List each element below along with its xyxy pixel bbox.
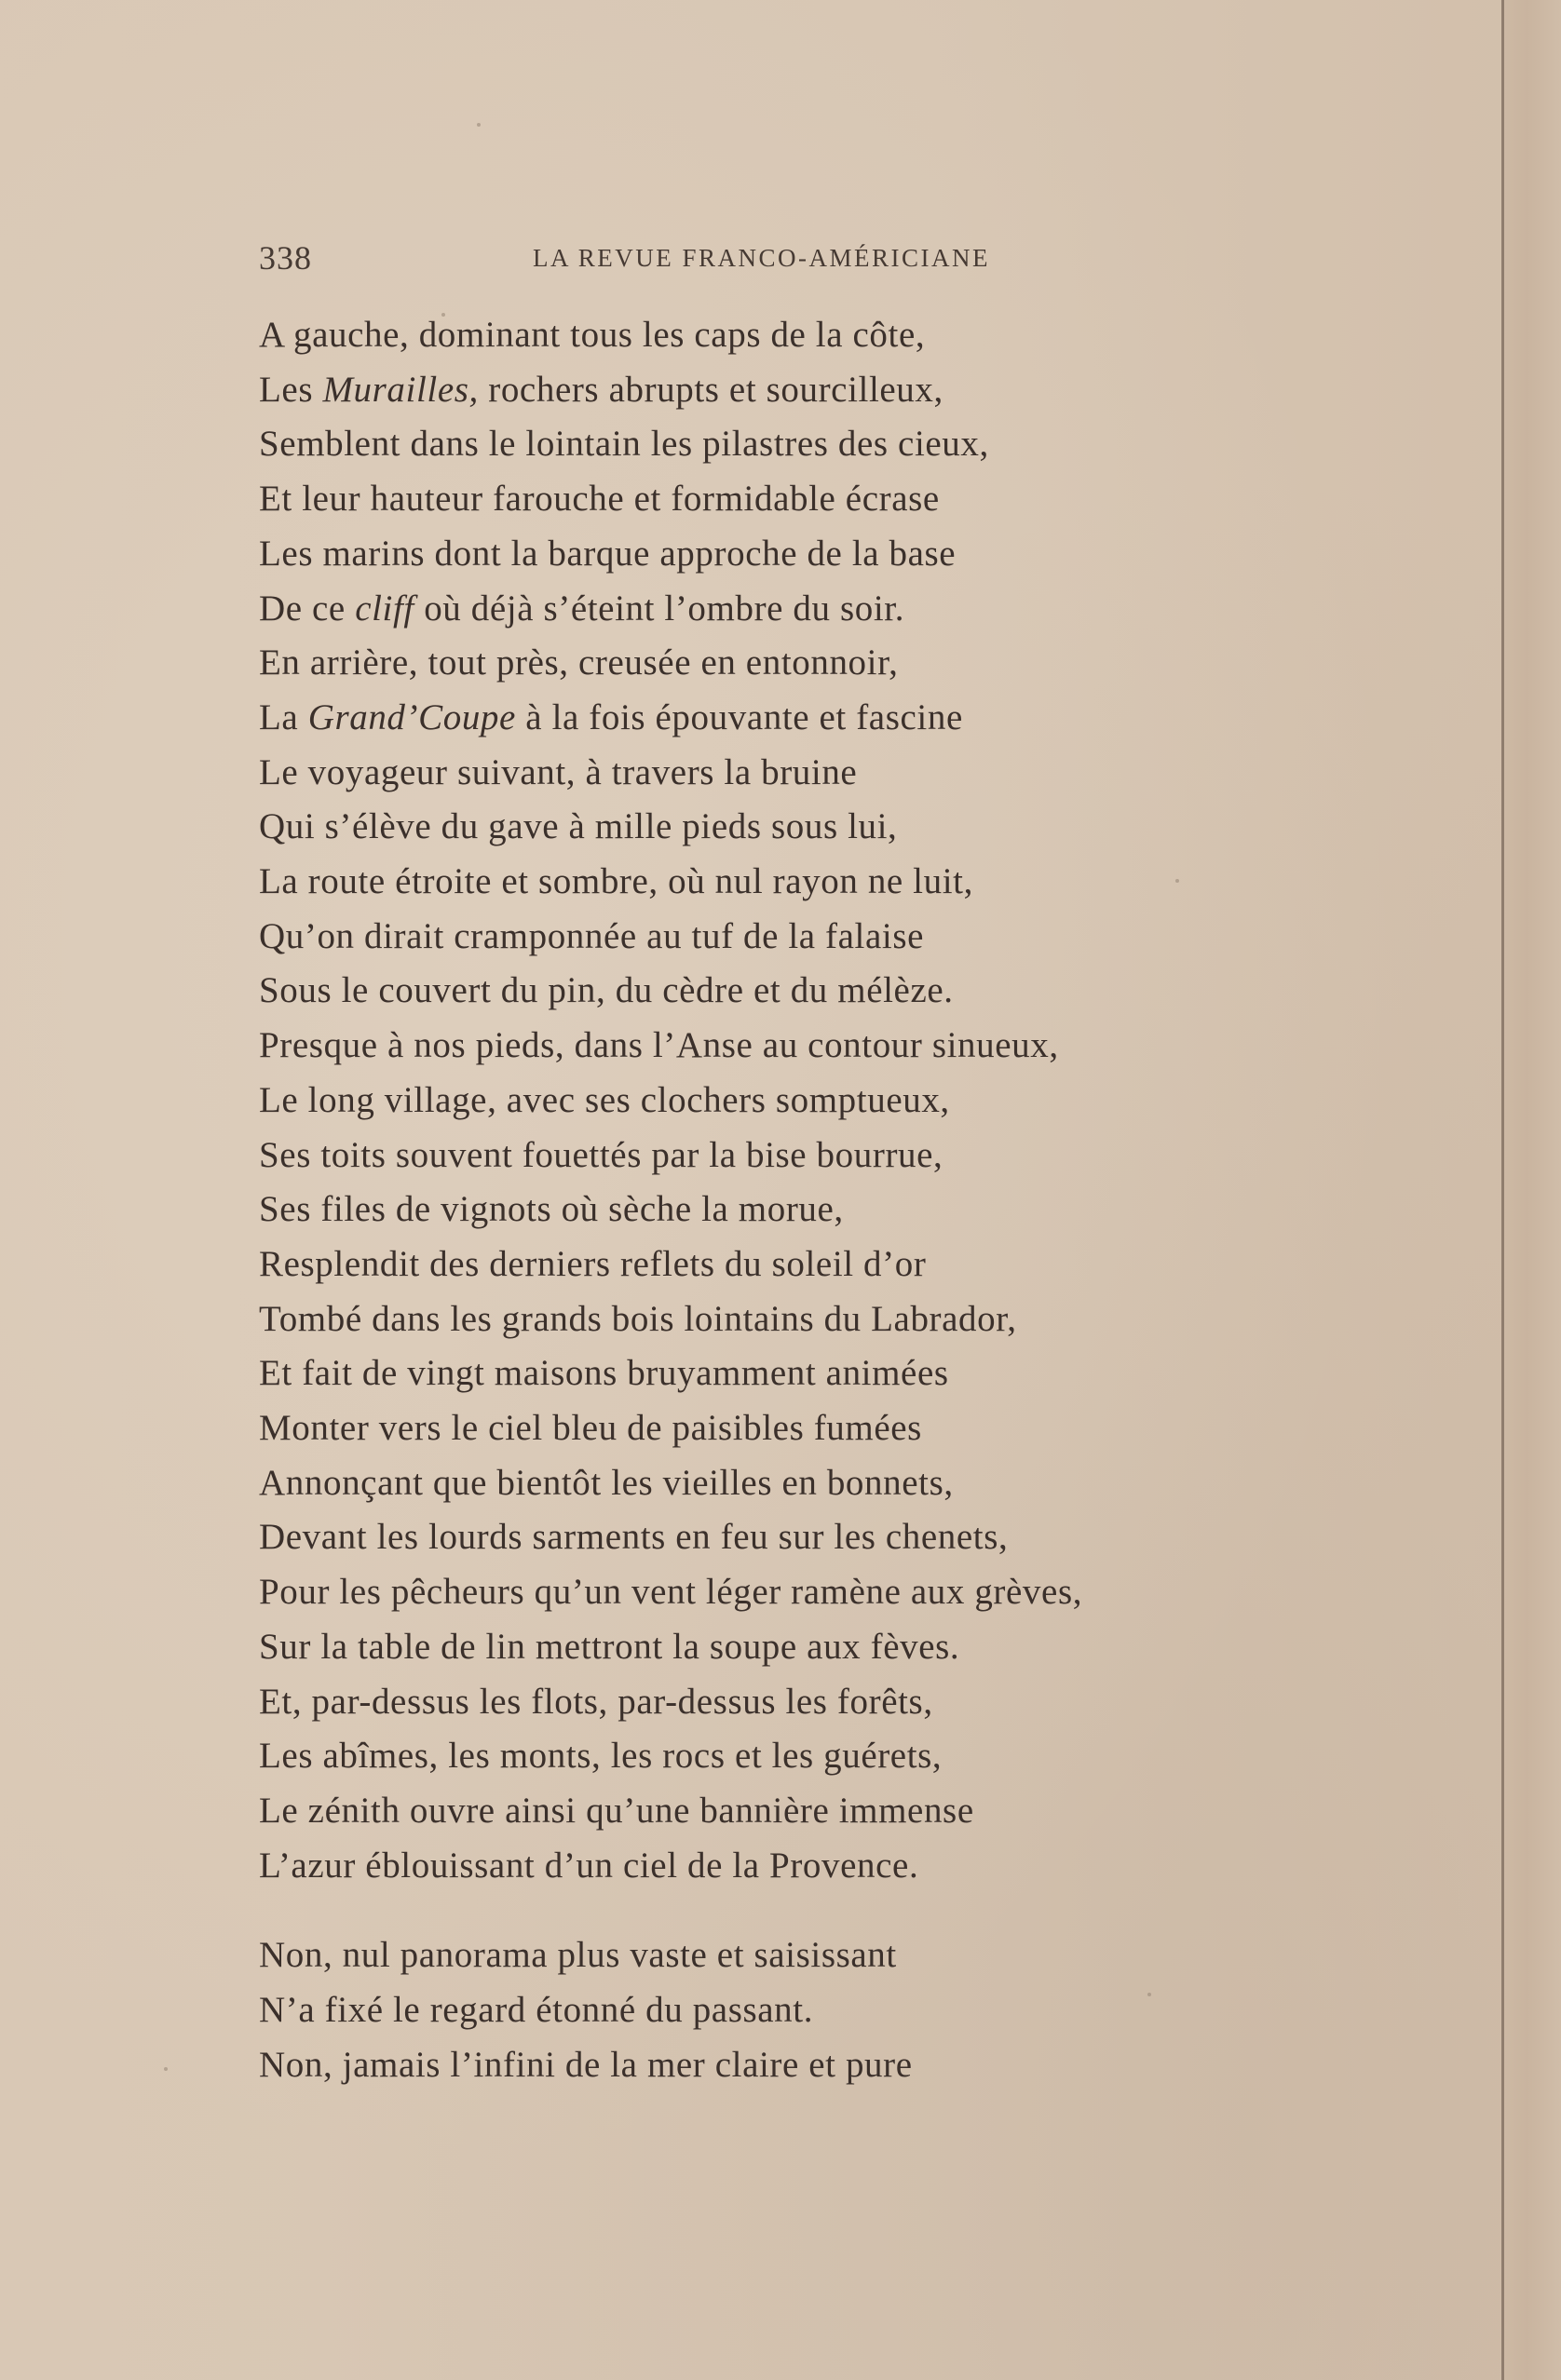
- verse-text: De ce: [259, 588, 356, 629]
- verse-text: rochers abrupts et sourcilleux,: [478, 370, 943, 410]
- verse-line: [259, 1355, 949, 1391]
- verse-line: [259, 1137, 943, 1173]
- verse-text: Et fait de vingt maisons bruyamment animées: [259, 1353, 949, 1393]
- verse-line: [259, 480, 940, 517]
- verse-line: [259, 1792, 974, 1829]
- verse-line: [259, 1684, 933, 1720]
- verse-text: Sur la table de lin mettront la soupe aux fèves.: [259, 1627, 960, 1667]
- verse-line: [259, 1246, 926, 1282]
- verse-text: Non, jamais l’infini de la mer claire et pure: [259, 2045, 913, 2085]
- verse-line: [259, 1082, 950, 1118]
- verse-text: En arrière, tout près, creusée en entonnoir,: [259, 642, 899, 683]
- verse-text: Et leur hauteur farouche et formidable écrase: [259, 479, 940, 519]
- verse-text: Les: [259, 370, 323, 410]
- journal-title: LA REVUE FRANCO-AMÉRICIANE: [533, 244, 991, 272]
- verse-line: [259, 535, 956, 572]
- verse-text: Qui s’élève du gave à mille pieds sous lui,: [259, 806, 898, 846]
- verse-line: [259, 918, 924, 954]
- verse-line: [259, 426, 989, 462]
- verse-line: [259, 1738, 942, 1774]
- verse-text: Resplendit des derniers reflets du soleil d’or: [259, 1244, 927, 1284]
- verse-line: [259, 863, 973, 899]
- verse-text: La route étroite et sombre, où nul rayon ne luit,: [259, 861, 973, 901]
- verse-text: Les marins dont la barque approche de la base: [259, 534, 957, 574]
- verse-line: [259, 972, 954, 1008]
- verse-italic-term: Murailles,: [322, 370, 479, 410]
- verse-line: [259, 1847, 918, 1884]
- verse-line: [259, 754, 857, 791]
- verse-text: N’a fixé le regard étonné du passant.: [259, 1990, 814, 2030]
- verse-text: Qu’on dirait cramponnée au tuf de la falaise: [259, 916, 925, 956]
- verse-line: [259, 590, 904, 627]
- verse-text: Le voyageur suivant, à travers la bruine: [259, 752, 858, 792]
- verse-text: Ses files de vignots où sèche la morue,: [259, 1189, 844, 1229]
- verse-line: [259, 1027, 1059, 1063]
- verse-line: [259, 1574, 1082, 1610]
- paper-speck: [477, 123, 481, 127]
- page-number: 338: [259, 239, 312, 277]
- verse-line: [259, 699, 963, 736]
- verse-text: Tombé dans les grands bois lointains du Labrador,: [259, 1299, 1017, 1339]
- verse-text: à la fois épouvante et fascine: [515, 697, 963, 737]
- verse-line: [259, 1465, 954, 1501]
- verse-text: Annonçant que bientôt les vieilles en bonnets,: [259, 1463, 954, 1503]
- verse-line: [259, 1629, 959, 1665]
- paper-speck: [164, 2067, 168, 2071]
- verse-text: Ses toits souvent fouettés par la bise bourrue,: [259, 1135, 943, 1175]
- verse-line: [259, 2047, 913, 2083]
- verse-text: Semblent dans le lointain les pilastres des cieux,: [259, 424, 989, 464]
- verse-text: où déjà s’éteint l’ombre du soir.: [414, 588, 905, 629]
- verse-line: [259, 372, 943, 408]
- verse-text: Presque à nos pieds, dans l’Anse au contour sinueux,: [259, 1025, 1059, 1065]
- verse-text: Le long village, avec ses clochers somptueux,: [259, 1080, 950, 1120]
- verse-line: [259, 1301, 1017, 1337]
- verse-italic-term: cliff: [355, 588, 414, 629]
- verse-text: Devant les lourds sarments en feu sur les chenets,: [259, 1517, 1009, 1557]
- verse-text: Non, nul panorama plus vaste et saisissant: [259, 1935, 897, 1975]
- verse-line: [259, 1410, 922, 1446]
- verse-italic-term: Grand’Coupe: [307, 697, 516, 737]
- verse-line: [259, 1937, 897, 1973]
- verse-line: [259, 1191, 844, 1227]
- verse-text: L’azur éblouissant d’un ciel de la Provence.: [259, 1846, 919, 1886]
- verse-text: Et, par-dessus les flots, par-dessus les forêts,: [259, 1682, 933, 1722]
- verse-text: La: [259, 697, 308, 737]
- poem-text: [259, 317, 1302, 2132]
- verse-text: Pour les pêcheurs qu’un vent léger ramène aux grèves,: [259, 1572, 1083, 1612]
- verse-line: [259, 317, 925, 353]
- verse-text: A gauche, dominant tous les caps de la côte,: [259, 315, 926, 355]
- running-head: [259, 238, 1097, 285]
- verse-text: Monter vers le ciel bleu de paisibles fumées: [259, 1408, 922, 1448]
- verse-line: [259, 644, 898, 681]
- verse-text: Sous le couvert du pin, du cèdre et du mélèze.: [259, 970, 954, 1010]
- page-edge: [1501, 0, 1561, 2380]
- verse-text: Le zénith ouvre ainsi qu’une bannière immense: [259, 1791, 974, 1831]
- verse-line: [259, 1519, 1008, 1555]
- verse-line: [259, 808, 897, 845]
- verse-text: Les abîmes, les monts, les rocs et les guérets,: [259, 1736, 943, 1776]
- verse-line: [259, 1992, 813, 2028]
